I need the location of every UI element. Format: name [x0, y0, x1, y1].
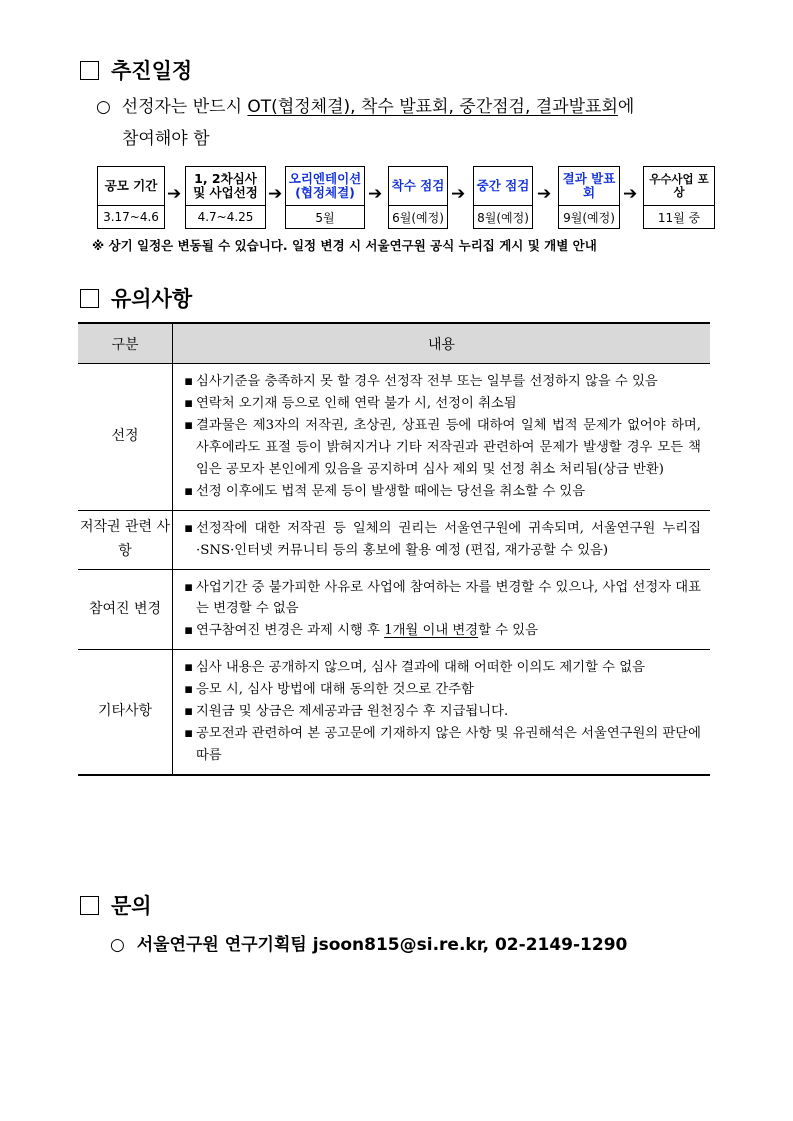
circle-bullet-icon: ○ [96, 97, 111, 117]
row-category: 참여진 변경 [78, 569, 173, 650]
list-item: ▪ 공모전과 관련하여 본 공고문에 기재하지 않은 사항 및 유권해석은 서울연구원의 판단에 따름 [184, 726, 701, 764]
timeline-step-label: 오리엔테이션 (협정체결) [285, 166, 365, 205]
row-category: 기타사항 [78, 650, 173, 775]
timeline-step [643, 166, 715, 229]
table-header-row [78, 323, 710, 364]
inquiry-section-heading [80, 890, 152, 920]
timeline-step-date: 8월(예정) [473, 205, 533, 229]
timeline-step-date: 5월 [285, 205, 365, 229]
table-row [78, 569, 710, 650]
timeline-step-label: 결과 발표회 [558, 166, 620, 205]
schedule-title: 추진일정 [111, 59, 193, 83]
table-row [78, 650, 710, 775]
list-item: ▪ 연구참여진 변경은 과제 시행 후 1개월 이내 변경할 수 있음 [184, 623, 538, 639]
schedule-section-heading [80, 55, 192, 85]
notes-table [78, 322, 710, 776]
notes-section-heading [80, 283, 192, 313]
timeline-step [285, 166, 365, 229]
schedule-description: ○ 선정자는 반드시 OT(협정체결), 착수 발표회, 중간점검, 결과발표회에 [96, 97, 635, 117]
row-category: 저작권 관련 사항 [78, 510, 173, 569]
timeline-step [558, 166, 620, 229]
circle-bullet-icon: ○ [110, 935, 125, 955]
list-item: ▪ 결과물은 제3자의 저작권, 초상권, 상표권 등에 대하여 일체 법적 문제가 없어야 하며, 사후에라도 표절 등이 밝혀지거나 기타 저작권과 관련하여 문제가 발생할 경우 모든 책임은 공모자 본인에게 있음을 공지하며 심사 제외 및 선정 취소 처리됨(상금 반환) [184, 417, 701, 477]
timeline-step [388, 166, 448, 229]
timeline-step-label: 우수사업 포상 [643, 166, 715, 205]
timeline-step [185, 166, 266, 229]
header-category: 구분 [78, 323, 173, 364]
timeline-step-date: 3.17~4.6 [97, 205, 165, 229]
row-content [173, 650, 711, 775]
list-item: ▪ 선정작에 대한 저작권 등 일체의 권리는 서울연구원에 귀속되며, 서울연구원 누리집·SNS·인터넷 커뮤니티 등의 홍보에 활용 예정 (편집, 재가공할 수 있음) [184, 520, 701, 558]
list-item: ▪ 선정 이후에도 법적 문제 등이 발생할 때에는 당선을 취소할 수 있음 [184, 483, 586, 499]
timeline-step-date: 6월(예정) [388, 205, 448, 229]
table-row [78, 364, 710, 511]
timeline-step-date: 4.7~4.25 [185, 205, 266, 229]
arrow-right-icon: ➔ [451, 184, 466, 204]
list-item: ▪ 연락처 오기재 등으로 인해 연락 불가 시, 선정이 취소됨 [184, 395, 517, 411]
row-content [173, 364, 711, 511]
contact-text: 서울연구원 연구기획팀 jsoon815@si.re.kr, 02-2149-1290 [136, 935, 628, 955]
required-events: OT(협정체결), 착수 발표회, 중간점검, 결과발표회 [247, 97, 618, 117]
timeline-step [473, 166, 533, 229]
list-item: ▪ 지원금 및 상금은 제세공과금 원천징수 후 지급됩니다. [184, 704, 509, 720]
arrow-right-icon: ➔ [268, 184, 283, 204]
inquiry-title: 문의 [111, 894, 152, 918]
schedule-description-line2: 참여해야 함 [122, 129, 210, 149]
list-item: ▪ 사업기간 중 불가피한 사유로 사업에 참여하는 자를 변경할 수 있으나, 사업 선정자 대표는 변경할 수 없음 [184, 579, 701, 617]
checkbox-square-icon [80, 896, 99, 915]
header-content: 내용 [173, 323, 711, 364]
timeline-step-label: 공모 기간 [97, 166, 165, 205]
timeline-step-date: 11월 중 [643, 205, 715, 229]
timeline-step-label: 중간 점검 [473, 166, 533, 205]
notes-title: 유의사항 [111, 287, 193, 311]
row-content [173, 569, 711, 650]
list-item: ▪ 응모 시, 심사 방법에 대해 동의한 것으로 간주함 [184, 682, 474, 698]
row-content [173, 510, 711, 569]
deadline-underlined: 1개월 이내 변경 [384, 623, 479, 639]
schedule-note: ※ 상기 일정은 변동될 수 있습니다. 일정 변경 시 서울연구원 공식 누리집 게시 및 개별 안내 [92, 238, 597, 253]
timeline-step-date: 9월(예정) [558, 205, 620, 229]
list-item: ▪ 심사기준을 충족하지 못 할 경우 선정작 전부 또는 일부를 선정하지 않을 수 있음 [184, 374, 658, 389]
arrow-right-icon: ➔ [167, 184, 182, 204]
timeline-step [97, 166, 165, 229]
timeline-step-label: 1, 2차심사 및 사업선정 [185, 166, 266, 205]
checkbox-square-icon [80, 289, 99, 308]
row-category: 선정 [78, 364, 173, 511]
table-row [78, 510, 710, 569]
timeline-step-label: 착수 점검 [388, 166, 448, 205]
checkbox-square-icon [80, 61, 99, 80]
arrow-right-icon: ➔ [368, 184, 383, 204]
arrow-right-icon: ➔ [623, 184, 638, 204]
list-item: ▪ 심사 내용은 공개하지 않으며, 심사 결과에 대해 어떠한 이의도 제기할 수 없음 [184, 660, 645, 676]
arrow-right-icon: ➔ [537, 184, 552, 204]
contact-info [110, 930, 627, 955]
